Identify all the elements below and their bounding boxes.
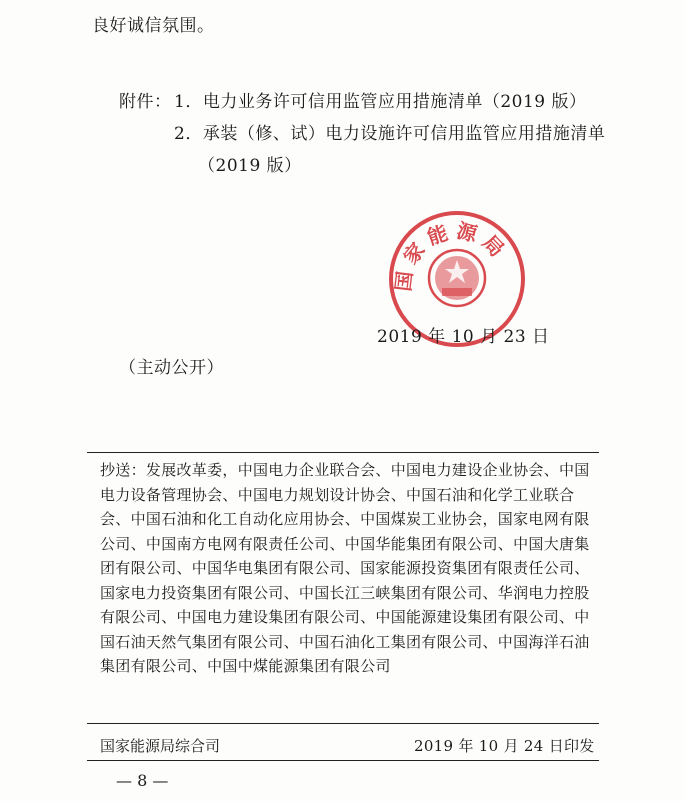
cc-recipients: 发展改革委，中国电力企业联合会、中国电力建设企业协会、中国电力设备管理协会、中国电力规划设计协会、中国石油和化学工业联合会、中国石油和化工自动化应用协会、中国煤炭工业协会，国家电网有限公司、中国南方电网有限责任公司、中国华能集团有限公司、中国大唐集团有限公司、中国华电集团有限公司、国家能源投资集团有限责任公司、国家电力投资集团有限公司、中国长江三峡集团有限公司、华润电力控股有限公司、中国电力建设集团有限公司、中国能源建设集团有限公司、中国石油天然气集团有限公司、中国石油化工集团有限公司、中国海洋石油集团有限公司、中国中煤能源集团有限公司	[100, 461, 590, 675]
cc-block	[100, 458, 590, 679]
svg-text:国家能源局: 国家能源局	[390, 218, 514, 293]
attachments-label: 附件：	[119, 92, 172, 112]
disclosure-note: （主动公开）	[119, 358, 224, 378]
footer-bottom-rule	[87, 760, 599, 761]
cc-top-rule	[87, 452, 599, 453]
attachment-item-2-continued: （2019 版）	[198, 156, 302, 176]
attachment-item-2: 2．承装（修、试）电力设施许可信用监管应用措施清单	[174, 124, 606, 144]
intro-text: 良好诚信氛围。	[92, 16, 215, 36]
issuer-name: 国家能源局综合司	[100, 737, 221, 755]
issue-date: 2019 年 10 月 23 日	[377, 327, 550, 347]
footer-top-rule	[87, 723, 599, 724]
attachment-item-1: 1．电力业务许可信用监管应用措施清单（2019 版）	[174, 92, 587, 112]
print-date: 2019 年 10 月 24 日印发	[414, 737, 595, 755]
page-number: — 8 —	[116, 771, 169, 790]
cc-label: 抄送：	[100, 461, 146, 479]
